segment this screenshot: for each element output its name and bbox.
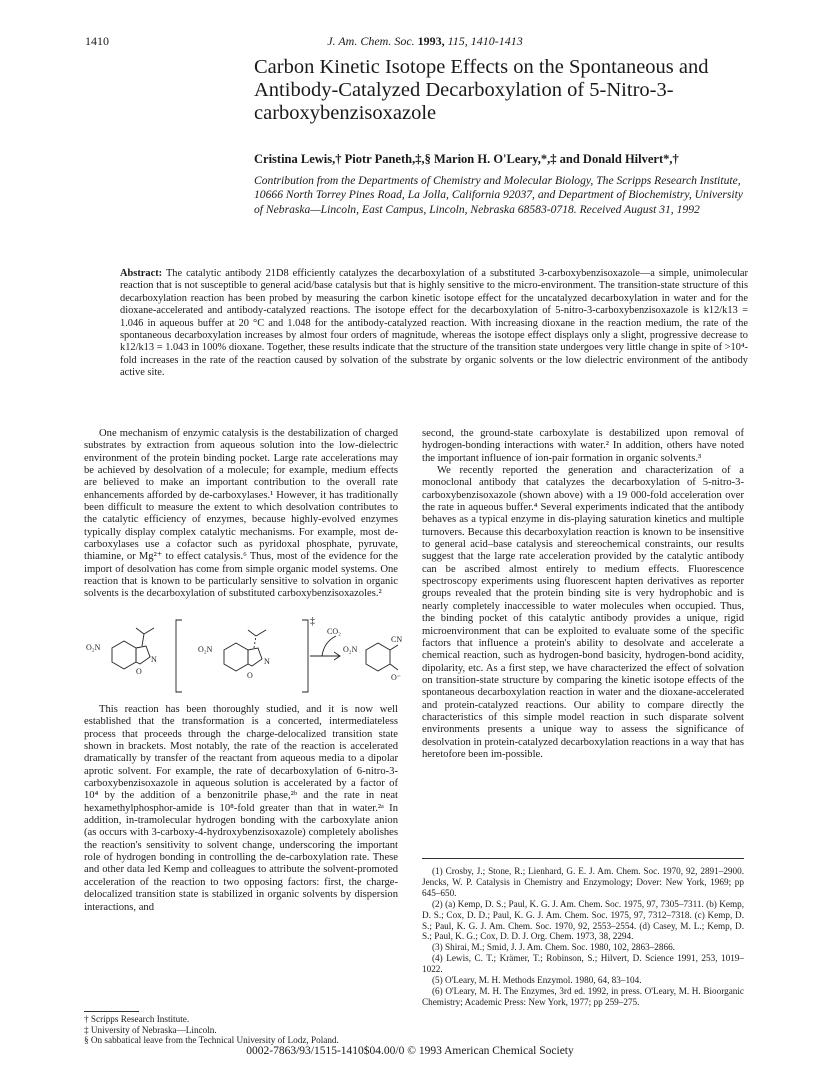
reference-item: (2) (a) Kemp, D. S.; Paul, K. G. J. Am. Chem. Soc. 1975, 97, 7305–7311. (b) Kemp, D. S.; Cox, D. D.; Paul, K. G. J. Am. Chem. Soc. 1975, 97, 7312–7318. (c) Kemp, D. S.; Paul, K. G. J. Am. Chem. Soc. 1970, 92, 2553–2554. (d) Casey, M. L.; Kemp, D. S.; Paul, K. G.; Cox, D. D. J. Org. Chem. 1973, 38, 2294. <box>422 898 744 942</box>
footnote-item: § On sabbatical leave from the Technical University of Lodz, Poland. <box>84 1035 339 1046</box>
running-header <box>85 34 765 50</box>
references-divider <box>422 858 744 859</box>
right-column <box>422 428 744 761</box>
references <box>422 866 744 1008</box>
transition-state-structure <box>198 630 270 680</box>
journal-volume: 115, <box>447 34 468 48</box>
paragraph: second, the ground-state carboxylate is destabilized upon removal of hydrogen-bonding interactions with water.² In addition, others have noted the important influence of ion-pair formation in organic solvents.³ <box>422 428 744 464</box>
reference-item: (4) Lewis, C. T.; Krämer, T.; Robinson, S.; Hilvert, D. Science 1991, 253, 1019–1022. <box>422 953 744 975</box>
scheme-label: O₂N <box>86 643 101 652</box>
article-title: Carbon Kinetic Isotope Effects on the Spontaneous and Antibody-Catalyzed Decarboxylation of 5-Nitro-3-carboxybenzisoxazole <box>254 56 709 124</box>
abstract-label: Abstract: <box>120 268 163 279</box>
page-number: 1410 <box>85 34 109 48</box>
product-structure <box>343 635 402 682</box>
scheme-label: O <box>136 667 142 676</box>
paragraph: We recently reported the generation and characterization of a monoclonal antibody that catalyzes the decarboxylation of 5-nitro-3-carboxybenzisoxazole (shown above) with a 19 000-fold acceleration over the rate in aqueous buffer.⁴ Several experiments indicated that the antibody behaves as a typical enzyme in dis-playing saturation kinetics and multiple turnovers. Because this decarboxylation reaction is known to be insensitive to general acid–base catalysis and stereochemical constraints, our results suggest that the large rate acceleration provided by the catalytic antibody can be ascribed almost entirely to medium effects. Fluorescence spectroscopy experiments using fluorescent hapten derivatives as reporter groups revealed that the protein binding site is very hydrophobic and is nearly completely inaccessible to water molecules when occupied. Thus, the binding pocket of this catalytic antibody provides a unique, rigid microenvironment that can be exploited to evaluate some of the specific factors that influence a protein's ability to desolvate and accelerate a chemical reaction, such as hydrogen-bond basicity, hydrogen-bond acidity, dipolarity, etc. As a first step, we have characterized the effect of solvation on transition-state structure by comparing the kinetic isotope effects of the spontaneous decarboxylation reaction in water and the dioxane-accelerated and protein-catalyzed reactions. Our ability to compare directly the characteristics of this simple model reaction in such disparate solvent environments presents a unique way to assess the significance of desolvation in protein-catalyzed decarboxylation reactions in a way that has heretofore been im-possible. <box>422 465 744 760</box>
scheme-label: O₂N <box>343 645 358 654</box>
affiliation: Contribution from the Departments of Chemistry and Molecular Biology, The Scripps Research Institute, 10666 North Torrey Pines Road, La Jolla, California 92037, and Department of Biochemistry, University of Nebraska—Lincoln, East Campus, Lincoln, Nebraska 68583-0718. Received August 31, 1992 <box>254 174 743 216</box>
scheme-label: CO₂ <box>327 627 341 636</box>
reactant-structure <box>86 628 157 676</box>
footnotes <box>84 1014 404 1046</box>
scheme-label: O⁻ <box>391 673 401 682</box>
author-list: Cristina Lewis,† Piotr Paneth,‡,§ Marion H. O'Leary,*,‡ and Donald Hilvert*,† <box>254 152 679 166</box>
reference-item: (3) Shirai, M.; Smid, J. J. Am. Chem. Soc. 1980, 102, 2863–2866. <box>432 942 675 953</box>
scheme-label: O <box>247 671 253 680</box>
abstract <box>120 268 748 380</box>
scheme-label: N <box>151 655 157 664</box>
scheme-label: O₂N <box>198 645 213 654</box>
journal-name: J. Am. Chem. Soc. <box>327 34 415 48</box>
copyright-footer: 0002-7863/93/1515-1410$04.00/0 © 1993 American Chemical Society <box>246 1045 574 1057</box>
footnote-item: ‡ University of Nebraska—Lincoln. <box>84 1024 217 1035</box>
paragraph: This reaction has been thoroughly studied, and it is now well established that the transformation is a concerted, intermediateless process that proceeds through the charge-delocalized transition state shown in brackets. Most notably, the rate of the reaction is accelerated dramatically by transfer of the reactant from aqueous media to a dipolar aprotic solvent. For example, the rate of decarboxylation of 6-nitro-3-carboxybenzisoxazole in aqueous solution is accelerated by a factor of 10⁴ by the addition of a benzonitrile phase,²ᵇ and the rate in neat hexamethylphosphor-amide is 10⁸-fold greater than that in water.²ᵃ In addition, in-tramolecular hydrogen bonding with the carboxylate anion (as occurs with 3-carboxy-4-hydroxybenzisoxazole) completely abolishes the reaction's sensitivity to solvent change, underscoring the important role of hydrogen bonding in controlling the de-carboxylation rate. These and other data led Kemp and colleagues to attribute the solvent-promoted acceleration of the reaction to two opposing factors: first, the charge-delocalized transition state is stabilized in organic solvents by dispersion interactions, and <box>84 704 398 913</box>
reference-item: (1) Crosby, J.; Stone, R.; Lienhard, G. E. J. Am. Chem. Soc. 1970, 92, 2891–2900. Jencks, W. P. Catalysis in Chemistry and Enzymology; Dover: New York, 1969; pp 645–650. <box>422 866 744 898</box>
footnote-divider <box>84 1011 139 1012</box>
scheme-label: N <box>264 657 270 666</box>
dagger-symbol: ‡ <box>310 616 315 627</box>
scheme-label: CN <box>391 635 403 644</box>
left-column-top <box>84 428 398 601</box>
reference-item: (5) O'Leary, M. H. Methods Enzymol. 1980, 64, 83–104. <box>432 975 642 986</box>
left-column-bottom <box>84 704 398 914</box>
journal-citation <box>85 34 765 49</box>
footnote-item: † Scripps Research Institute. <box>84 1014 190 1024</box>
abstract-text: The catalytic antibody 21D8 efficiently catalyzes the decarboxylation of a substituted 3-carboxybenzisoxazole—a simple, unimolecular reaction that is not susceptible to general acid/base catalysis but that is highly sensitive to the micro-environment. The transition-state structure of this decarboxylation reaction has been probed by measuring the carbon kinetic isotope effect for the uncatalyzed decarboxylation in water and for the dioxane-accelerated and antibody-catalyzed reactions. The isotope effect for the decarboxylation of 5-nitro-3-carboxybenzisoxazole is k12/k13 = 1.046 in aqueous buffer at 20 °C and 1.048 for the antibody-catalyzed reaction. With increasing dioxane in the reaction medium, the rate of the spontaneous decarboxylation increases by almost four orders of magnitude, whereas the isotope effect displays only a slight, progressive decrease to k12/k13 = 1.043 in 100% dioxane. Together, these results indicate that the structure of the transition state undergoes very little change in spite of >10⁴-fold increases in the rate of the reaction caused by solvation of the substrate by organic solvents or the low dielectric environment of the antibody active site. <box>120 268 748 379</box>
reaction-scheme <box>84 612 404 702</box>
paragraph: One mechanism of enzymic catalysis is the destabilization of charged substrates by extraction from aqueous solution into the low-dielectric environment of the protein binding pocket. Large rate accelerations may be achieved by desolvation of a molecule; for example, medium effects are believed to make an important contribution to the overall rate enhancements afforded by de-carboxylases.¹ However, it has traditionally been difficult to measure the extent to which desolvation contributes to the catalytic efficiency of enzymes, because highly-evolved enzymes typically display complex catalytic mechanisms. For example, most de-carboxylases use a cofactor such as pyridoxal phosphate, pyruvate, thiamine, or Mg²⁺ to effect catalysis.⁶ Thus, most of the evidence for the import of desolvation has come from simple organic model systems. One reaction that is known to be particularly sensitive to solvation in organic solvents is the decarboxylation of substituted carboxybenzisoxazoles.² <box>84 428 398 600</box>
journal-pages: 1410-1413 <box>470 34 523 48</box>
reference-item: (6) O'Leary, M. H. The Enzymes, 3rd ed. 1992, in press. O'Leary, M. H. Bioorganic Chemistry; Academic Press: New York, 1977; pp 259–275. <box>422 985 744 1007</box>
journal-year: 1993, <box>417 34 445 48</box>
